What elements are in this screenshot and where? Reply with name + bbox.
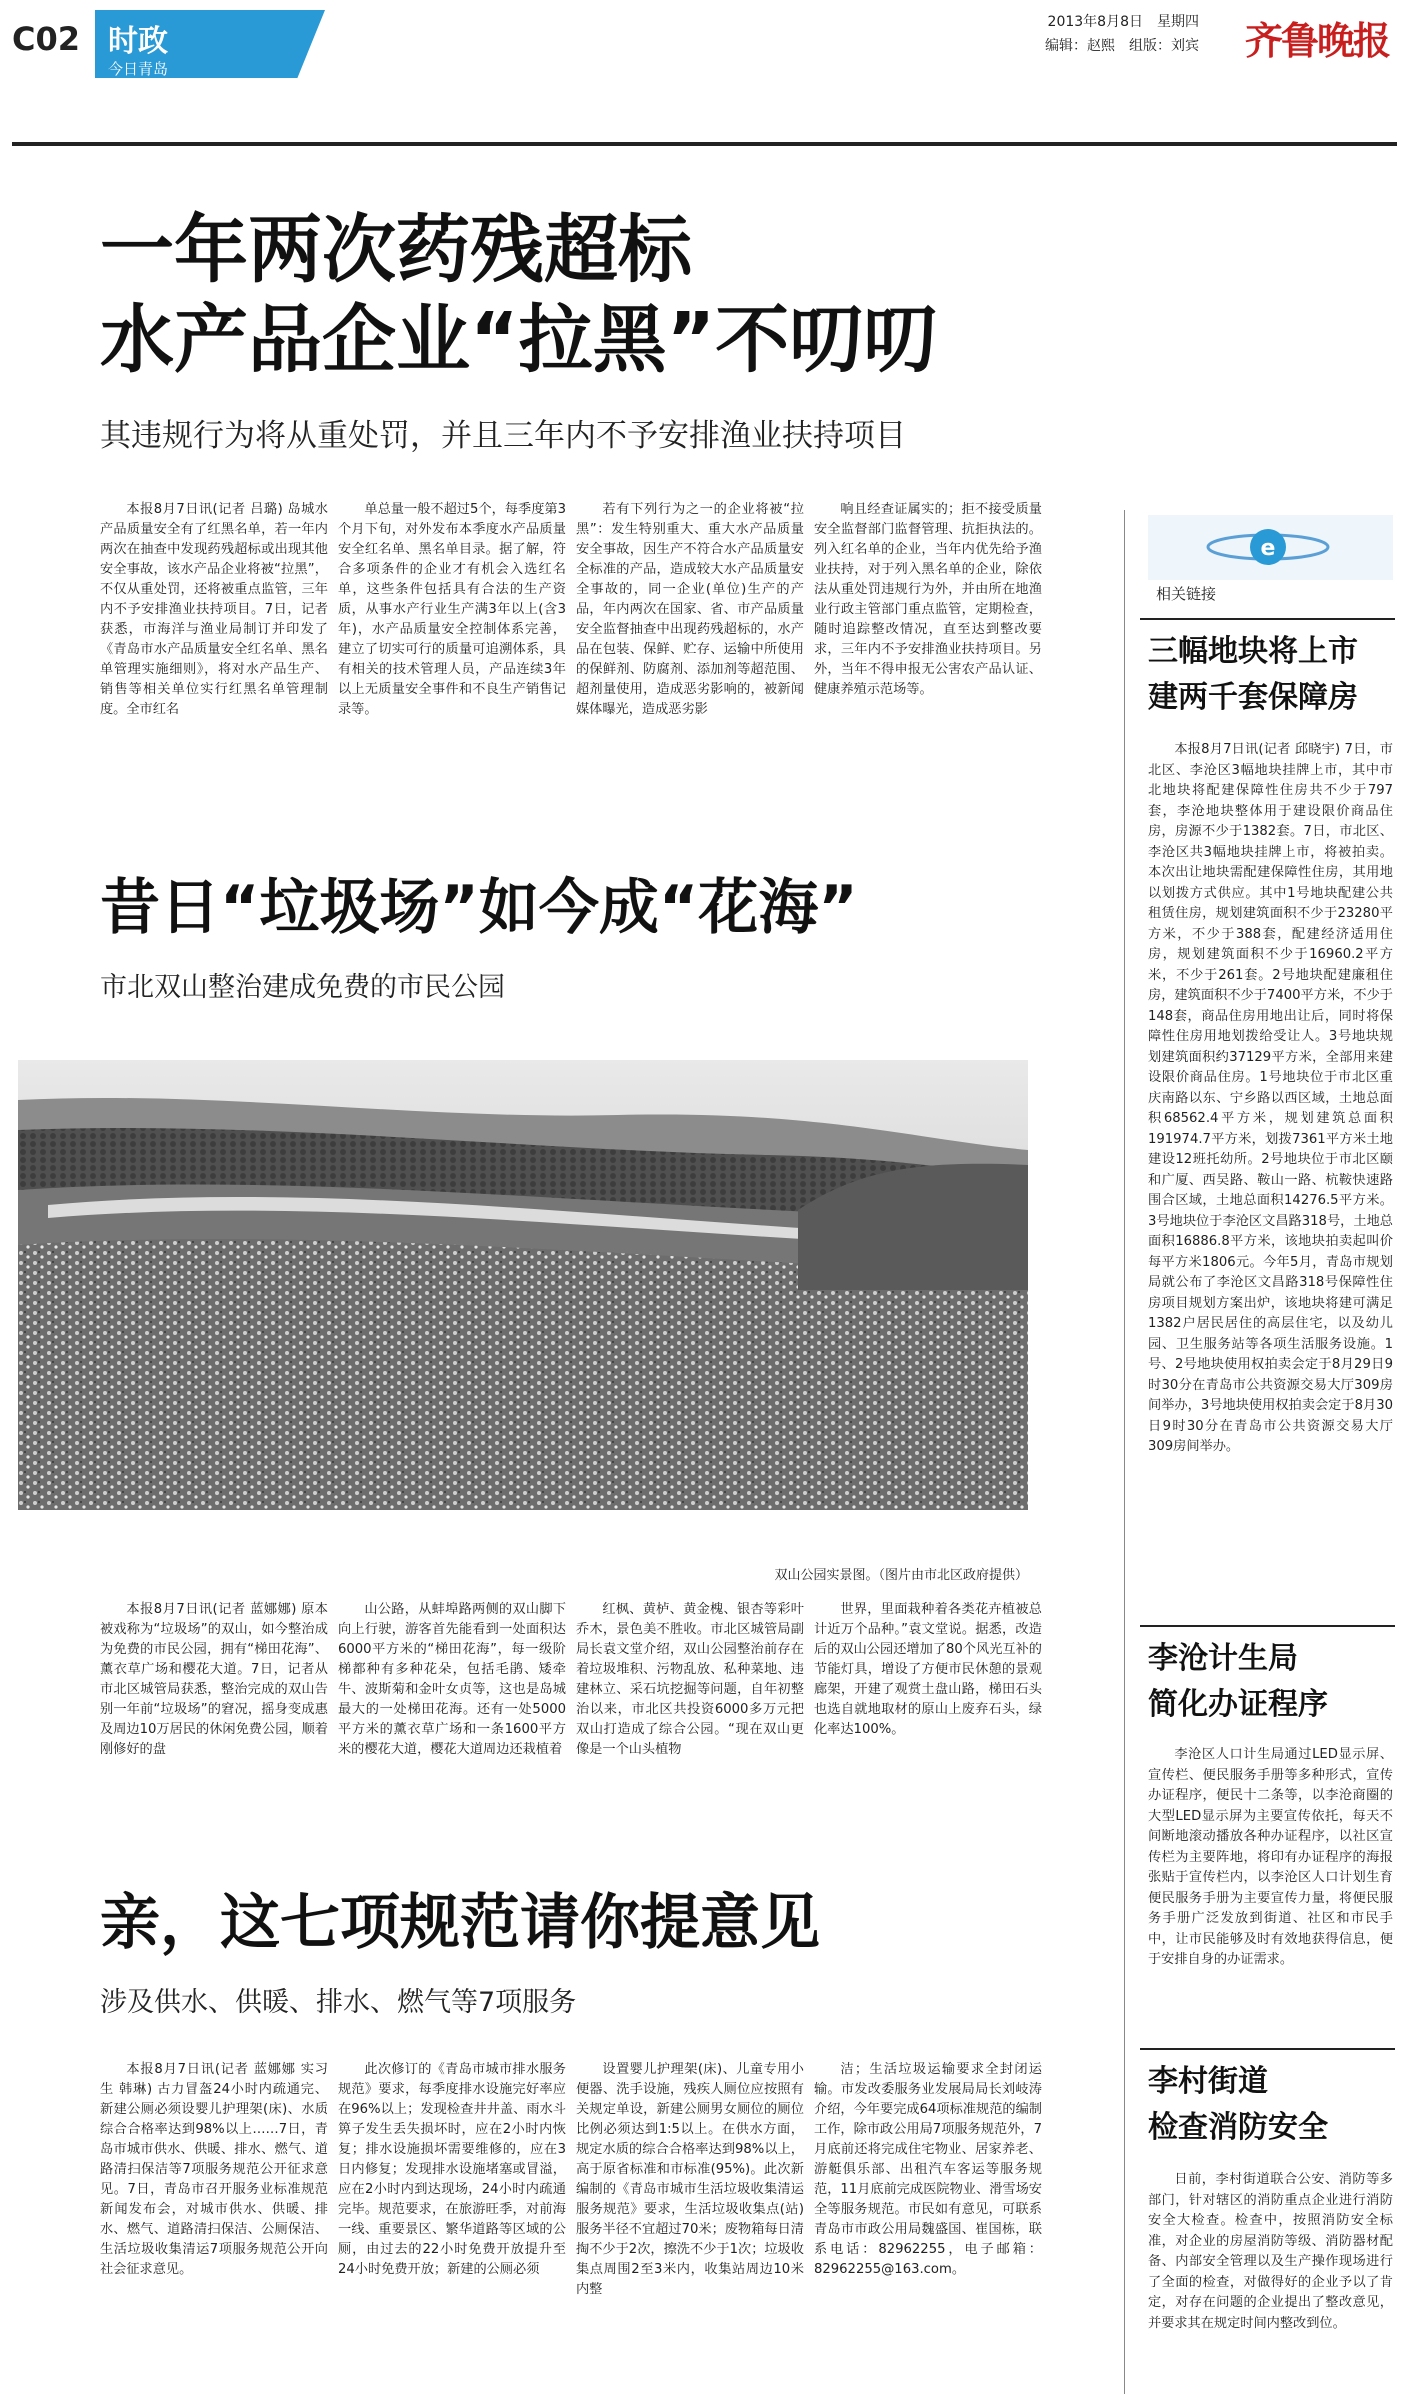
article2-column-2 xyxy=(338,1600,566,1840)
sidebar-story1-text: 本报8月7日讯(记者 邱晓宇) 7日，市北区、李沧区3幅地块挂牌上市，其中市北地块将配建保障性住房共不少于797套，李沧地块整体用于建设限价商品住房，房源不少于1382套。7日，市北区、李沧区共3幅地块挂牌上市，将被拍卖。本次出让地块需配建保障性住房，其用地以划拨方式供应。其中1号地块配建公共租赁住房，规划建筑面积不少于23280平方米，不少于388套，配建经济适用住房，规划建筑面积不少于16960.2平方米，不少于261套。2号地块配建廉租住房，建筑面积不少于7400平方米，不少于148套，商品住房用地出让后，同时将保障性住房用地划拨给受让人。3号地块规划建筑面积约37129平方米，全部用来建设限价商品住房。1号地块位于市北区重庆南路以东、宁乡路以西区域，土地总面积68562.4平方米，规划建筑总面积191974.7平方米，划拨7361平方米土地建设12班托幼所。2号地块位于市北区颐和广厦、西吴路、鞍山一路、杭鞍快速路围合区域，土地总面积14276.5平方米。3号地块位于李沧区文昌路318号，土地总面积16886.8平方米，该地块拍卖起叫价每平方米1806元。今年5月，青岛市规划局就公布了李沧区文昌路318号保障性住房项目规划方案出炉，该地块将建可满足1382户居民居住的高层住宅，以及幼儿园、卫生服务站等各项生活服务设施。1号、2号地块使用权拍卖会定于8月29日9时30分在青岛市公共资源交易大厅309房间举办，3号地块使用权拍卖会定于8月30日9时30分在青岛市公共资源交易大厅309房间举办。 xyxy=(1148,742,1393,1454)
park-photo-image xyxy=(18,1060,1028,1510)
related-links-icon xyxy=(1148,515,1393,580)
article3-text-3: 设置婴儿护理架(床)、儿童专用小便器、洗手设施，残疾人厕位应按照有关规定单设，新建公厕男女厕位的厕位比例必须达到1:5以上。在供水方面，规定水质的综合合格率达到98%以上，高于原省标准和市标准(95%)。此次新编制的《青岛市城市生活垃圾收集清运服务规范》要求，生活垃圾收集点(站)服务半径不宜超过70米；废物箱每日清掏不少于2次，擦洗不少于1次；垃圾收集点周围2至3米内，收集站周边10米内整 xyxy=(576,2062,804,2297)
park-photo xyxy=(18,1060,1028,1510)
article2-column-4 xyxy=(814,1600,1042,1840)
article1-column-1 xyxy=(100,500,328,830)
article1-text-1: 本报8月7日讯(记者 吕璐) 岛城水产品质量安全有了红黑名单，若一年内两次在抽查中发现药残超标或出现其他安全事故，该水产品企业将被“拉黑”，不仅从重处罚，还将被重点监管，三年内不予安排渔业扶持项目。7日，记者获悉，市海洋与渔业局制订并印发了《青岛市水产品质量安全红名单、黑名单管理实施细则》，将对水产品生产、销售等相关单位实行红黑名单管理制度。全市红名 xyxy=(100,502,328,717)
sidebar-story2-body xyxy=(1148,1745,1393,2045)
article3-column-4 xyxy=(814,2060,1042,2394)
newspaper-logo: 齐鲁晚报 xyxy=(1244,18,1389,63)
article2-text-3: 红枫、黄栌、黄金槐、银杏等彩叶乔木，景色美不胜收。市北区城管局副局长袁文堂介绍，双山公园整治前存在着垃圾堆积、污物乱放、私种菜地、违建林立、采石坑挖掘等问题，自年初整治以来，市北区共投资6000多万元把双山打造成了综合公园。“现在双山更像是一个山头植物 xyxy=(576,1602,804,1757)
sidebar-story2-title-1: 李沧计生局 xyxy=(1148,1641,1298,1676)
photo-caption: 双山公园实景图。（图片由市北区政府提供） xyxy=(774,1568,1028,1583)
article3-headline: 亲，这七项规范请你提意见 xyxy=(100,1888,820,1958)
sidebar-rule-2 xyxy=(1140,1625,1395,1627)
related-links-box xyxy=(1148,515,1393,615)
article1-text-2: 单总量一般不超过5个，每季度第3个月下旬，对外发布本季度水产品质量安全红名单、黑名单目录。据了解，符合多项条件的企业才有机会入选红名单，这些条件包括具有合法的生产资质，从事水产行业生产满3年以上(含3年)，水产品质量安全控制体系完善，建立了切实可行的质量可追溯体系，具有相关的技术管理人员，产品连续3年以上无质量安全事件和不良生产销售记录等。 xyxy=(338,502,566,717)
svg-text:e: e xyxy=(1260,536,1276,561)
sidebar-story2-text: 李沧区人口计生局通过LED显示屏、宣传栏、便民服务手册等多种形式，宣传办证程序，便民十二条等，以李沧商圈的大型LED显示屏为主要宣传依托，每天不间断地滚动播放各种办证程序，以社区宣传栏为主要阵地，将印有办证程序的海报张贴于宣传栏内，以李沧区人口计划生育便民服务手册为主要宣传力量，将便民服务手册广泛发放到街道、社区和市民手中，让市民能够及时有效地获得信息，便于安排自身的办证需求。 xyxy=(1148,1747,1393,1967)
header-rule xyxy=(12,142,1397,146)
masthead xyxy=(0,0,1409,110)
article1-column-4 xyxy=(814,500,1042,830)
issue-date: 2013年8月8日 xyxy=(1047,14,1143,30)
article1-deck: 其违规行为将从重处罚，并且三年内不予安排渔业扶持项目 xyxy=(100,418,906,454)
sidebar-story1-title-1: 三幅地块将上市 xyxy=(1148,634,1358,669)
sidebar-rule-1 xyxy=(1140,618,1395,620)
article1-column-3 xyxy=(576,500,804,830)
editor-credit: 编辑：赵熙 xyxy=(1045,38,1115,54)
sidebar-divider xyxy=(1124,510,1125,2394)
article2-deck: 市北双山整治建成免费的市民公园 xyxy=(100,972,505,1003)
article1-text-4: 响且经查证属实的；拒不接受质量安全监督部门监督管理、抗拒执法的。列入红名单的企业，当年内优先给予渔业扶持，对于列入黑名单的企业，除依法从重处罚违规行为外，并由所在地渔业行政主管部门重点监管，定期检查，随时追踪整改情况，直至达到整改要求，三年内不予安排渔业扶持项目。另外，当年不得申报无公害农产品认证、健康养殖示范场等。 xyxy=(814,502,1042,697)
sidebar-story1-body xyxy=(1148,740,1393,1620)
article2-text-1: 本报8月7日讯(记者 蓝娜娜) 原本被戏称为“垃圾场”的双山，如今整治成为免费的市民公园，拥有“梯田花海”、薰衣草广场和樱花大道。7日，记者从市北区城管局获悉，整治完成的双山告别一年前“垃圾场”的窘况，摇身变成惠及周边10万居民的休闲免费公园，顺着刚修好的盘 xyxy=(100,1602,328,1757)
article1-column-2 xyxy=(338,500,566,830)
article3-text-4: 洁；生活垃圾运输要求全封闭运输。市发改委服务业发展局局长刘岐涛介绍，今年要完成64项标准规范的编制工作，除市政公用局7项服务规范外，7月底前还将完成住宅物业、居家养老、游艇俱乐部、出租汽车客运等服务规范，11月底前完成医院物业、滑雪场安全等服务规范。市民如有意见，可联系青岛市市政公用局魏盛国、崔国栋，联系电话：82962255，电子邮箱：82962255@163.com。 xyxy=(814,2062,1042,2277)
article2-text-4: 世界，里面栽种着各类花卉植被总计近万个品种。”袁文堂说。据悉，改造后的双山公园还增加了80个风光互补的节能灯具，增设了方便市民休憩的景观廊架，开建了观赏土盘山路，梯田石头也选自就地取材的原山上废弃石头，绿化率达100%。 xyxy=(814,1602,1042,1737)
related-links-label: 相关链接 xyxy=(1156,585,1217,603)
issue-weekday: 星期四 xyxy=(1157,14,1199,30)
article2-text-2: 山公路，从蚌埠路两侧的双山脚下向上行驶，游客首先能看到一处面积达6000平方米的“梯田花海”，每一级阶梯都种有多种花朵，包括毛鹃、矮牵牛、波斯菊和金叶女贞等，这也是岛城最大的一处梯田花海。还有一处5000平方米的薰衣草广场和一条1600平方米的樱花大道，樱花大道周边还栽植着 xyxy=(338,1602,566,1757)
sidebar-story3-title-1: 李村街道 xyxy=(1148,2064,1268,2099)
sidebar-story3-title-2: 检查消防安全 xyxy=(1148,2110,1328,2145)
article3-text-2: 此次修订的《青岛市城市排水服务规范》要求，每季度排水设施完好率应在96%以上；发现检查井井盖、雨水斗箅子发生丢失损坏时，应在2小时内恢复；排水设施损坏需要维修的，应在3日内修复；发现排水设施堵塞或冒溢，应在2小时内到达现场，24小时内疏通完毕。规范要求，在旅游旺季，对前海一线、重要景区、繁华道路等区域的公厕，由过去的22小时免费开放提升至24小时免费开放；新建的公厕必须 xyxy=(338,2062,566,2277)
article3-deck: 涉及供水、供暖、排水、燃气等7项服务 xyxy=(100,1987,577,2018)
article3-column-1 xyxy=(100,2060,328,2394)
article3-text-1: 本报8月7日讯(记者 蓝娜娜 实习生 韩琳) 古力冒盔24小时内疏通完、新建公厕必须设婴儿护理架(床)、水质综合合格率达到98%以上……7日，青岛市城市供水、供暖、排水、燃气、道路清扫保洁等7项服务规范公开征求意见。7日，青岛市召开服务业标准规范新闻发布会，对城市供水、供暖、排水、燃气、道路清扫保洁、公厕保洁、生活垃圾收集清运7项服务规范公开向社会征求意见。 xyxy=(100,2062,328,2277)
article2-headline: 昔日“垃圾场”如今成“花海” xyxy=(100,873,858,943)
sidebar-story2-title-2: 简化办证程序 xyxy=(1148,1687,1328,1722)
article1-headline-line2: 水产品企业“拉黑”不叨叨 xyxy=(100,297,938,383)
article1-text-3: 若有下列行为之一的企业将被“拉黑”：发生特别重大、重大水产品质量安全事故，因生产不符合水产品质量安全标准的产品，造成较大水产品质量安全事故的，同一企业(单位)生产的产品，年内两次在国家、省、市产品质量安全监督抽查中出现药残超标的，水产品在包装、保鲜、贮存、运输中所使用的保鲜剂、防腐剂、添加剂等超范围、超剂量使用，造成恶劣影响的，被新闻媒体曝光，造成恶劣影 xyxy=(576,502,804,717)
article2-column-1 xyxy=(100,1600,328,1840)
sidebar-rule-3 xyxy=(1140,2048,1395,2050)
section-code: C02 xyxy=(12,20,81,58)
article3-column-2 xyxy=(338,2060,566,2394)
article2-column-3 xyxy=(576,1600,804,1840)
section-subtitle: 今日青岛 xyxy=(108,60,169,78)
sidebar-story3-body xyxy=(1148,2170,1393,2394)
designer-credit: 组版：刘宾 xyxy=(1129,38,1199,54)
article1-headline-line1: 一年两次药残超标 xyxy=(100,207,692,293)
header-meta xyxy=(1031,10,1199,58)
section-title: 时政 xyxy=(108,24,168,59)
article3-column-3 xyxy=(576,2060,804,2394)
sidebar-story3-text: 日前，李村街道联合公安、消防等多部门，针对辖区的消防重点企业进行消防安全大检查。检查中，按照消防安全标准，对企业的房屋消防等级、消防器材配备、内部安全管理以及生产操作现场进行了全面的检查，对做得好的企业予以了肯定，对存在问题的企业提出了整改意见，并要求其在规定时间内整改到位。 xyxy=(1148,2172,1393,2331)
sidebar-story1-title-2: 建两千套保障房 xyxy=(1148,680,1358,715)
